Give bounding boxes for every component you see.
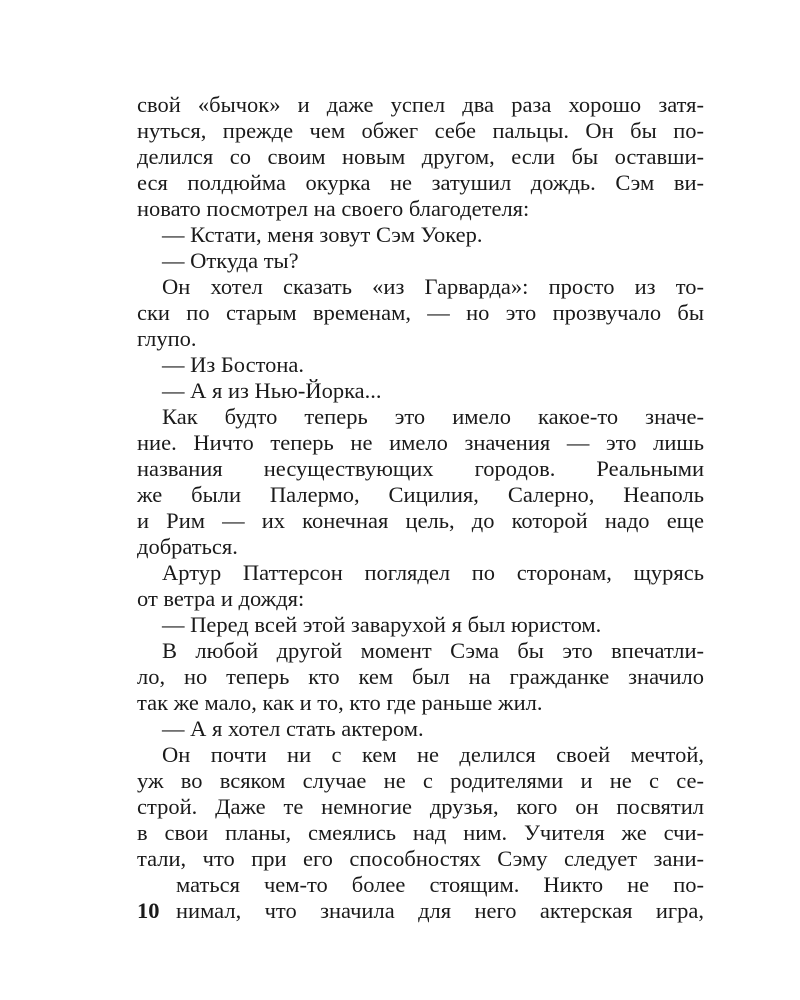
text-line: в свои планы, смеялись над ним. Учителя же счи-: [137, 820, 704, 845]
dialogue-line: — А я из Нью-Йорка...: [162, 378, 382, 403]
text-line: Артур Паттерсон поглядел по сторонам, щурясь: [162, 560, 704, 585]
text-line: Он хотел сказать «из Гарварда»: просто из то-: [162, 274, 704, 299]
text-line: и Рим — их конечная цель, до которой надо еще: [137, 508, 704, 533]
text-line: еся полдюйма окурка не затушил дождь. Сэм ви-: [137, 170, 704, 195]
dialogue-line: — Из Бостона.: [162, 352, 305, 377]
text-line: так же мало, как и то, кто где раньше жил.: [137, 690, 543, 715]
dialogue-line: — Кстати, меня зовут Сэм Уокер.: [162, 222, 483, 247]
dialogue-line: — Перед всей этой заварухой я был юристом.: [162, 612, 602, 637]
dialogue-line: — А я хотел стать актером.: [162, 716, 424, 741]
text-line: ски по старым временам, — но это прозвучало бы: [137, 300, 704, 325]
text-line: Он почти ни с кем не делился своей мечтой,: [162, 742, 704, 767]
text-line: свой «бычок» и даже успел два раза хорошо затя-: [137, 92, 704, 117]
text-line: названия несуществующих городов. Реальными: [137, 456, 704, 481]
text-line: строй. Даже те немногие друзья, кого он посвятил: [137, 794, 704, 819]
text-line: делился со своим новым другом, если бы оставши-: [137, 144, 704, 169]
text-line: маться чем-то более стоящим. Никто не по-: [176, 872, 704, 897]
text-line: добраться.: [137, 534, 238, 559]
dialogue-line: — Откуда ты?: [162, 248, 299, 273]
text-line: ло, но теперь кто кем был на гражданке значило: [137, 664, 704, 689]
text-line: ние. Ничто теперь не имело значения — это лишь: [137, 430, 704, 455]
text-line: от ветра и дождя:: [137, 586, 305, 611]
text-line: Как будто теперь это имело какое-то значе-: [162, 404, 704, 429]
text-line: новато посмотрел на своего благодетеля:: [137, 196, 530, 221]
text-line: же были Палермо, Сицилия, Салерно, Неаполь: [137, 482, 704, 507]
text-line: нуться, прежде чем обжег себе пальцы. Он бы по-: [137, 118, 704, 143]
text-line: нимал, что значила для него актерская игра,: [176, 898, 704, 923]
text-line: тали, что при его способностях Сэму следует зани-: [137, 846, 704, 871]
page-number: 10: [137, 898, 160, 923]
text-line: В любой другой момент Сэма бы это впечатли-: [162, 638, 704, 663]
text-line: уж во всяком случае не с родителями и не с се-: [137, 768, 704, 793]
text-line: глупо.: [137, 326, 197, 351]
